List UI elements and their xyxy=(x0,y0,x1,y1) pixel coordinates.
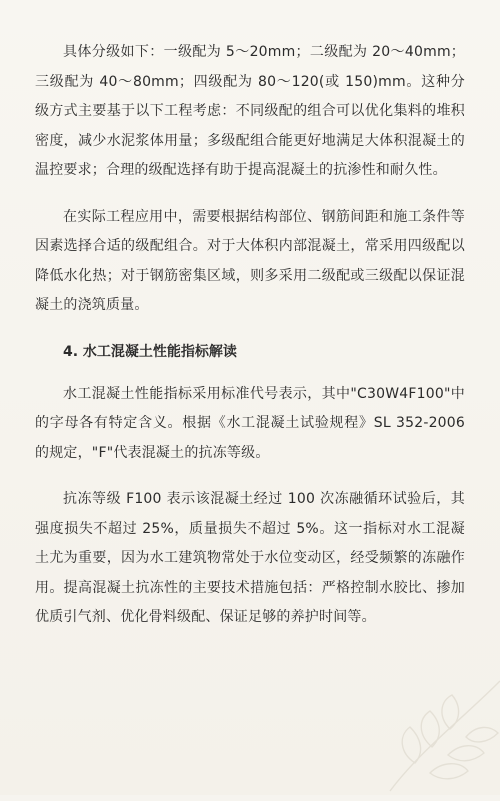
leaf-watermark-icon xyxy=(370,661,500,801)
document-body xyxy=(35,38,465,650)
paragraph-index-meaning: 水工混凝土性能指标采用标准代号表示，其中"C30W4F100"中的字母各有特定含义。根据《水工混凝土试验规程》SL 352-2006 的规定，"F"代表混凝土的抗冻等级。 xyxy=(35,385,465,461)
paragraph-application: 在实际工程应用中，需要根据结构部位、钢筋间距和施工条件等因素选择合适的级配组合。对于大体积内部混凝土，常采用四级配以降低水化热；对于钢筋密集区域，则多采用二级配或三级配以保证混凝土的浇筑质量。 xyxy=(35,208,465,313)
paragraph-grading: 具体分级如下：一级配为 5～20mm；二级配为 20～40mm；三级配为 40～80mm；四级配为 80～120(或 150)mm。这种分级方式主要基于以下工程考虑：不同级配的组合可以优化集料的堆积密度，减少水泥浆体用量；多级配组合能更好地满足大体积混凝土的温控要求；合理的级配选择有助于提高混凝土的抗渗性和耐久性。 xyxy=(35,44,465,178)
paragraph-frost-resistance: 抗冻等级 F100 表示该混凝土经过 100 次冻融循环试验后，其强度损失不超过 25%，质量损失不超过 5%。这一指标对水工混凝土尤为重要，因为水工建筑物常处于水位变动区，经受频繁的冻融作用。提高混凝土抗冻性的主要技术措施包括：严格控制水胶比、掺加优质引气剂、优化骨料级配、保证足够的养护时间等。 xyxy=(35,491,465,625)
section-heading: 4. 水工混凝土性能指标解读 xyxy=(63,343,237,360)
